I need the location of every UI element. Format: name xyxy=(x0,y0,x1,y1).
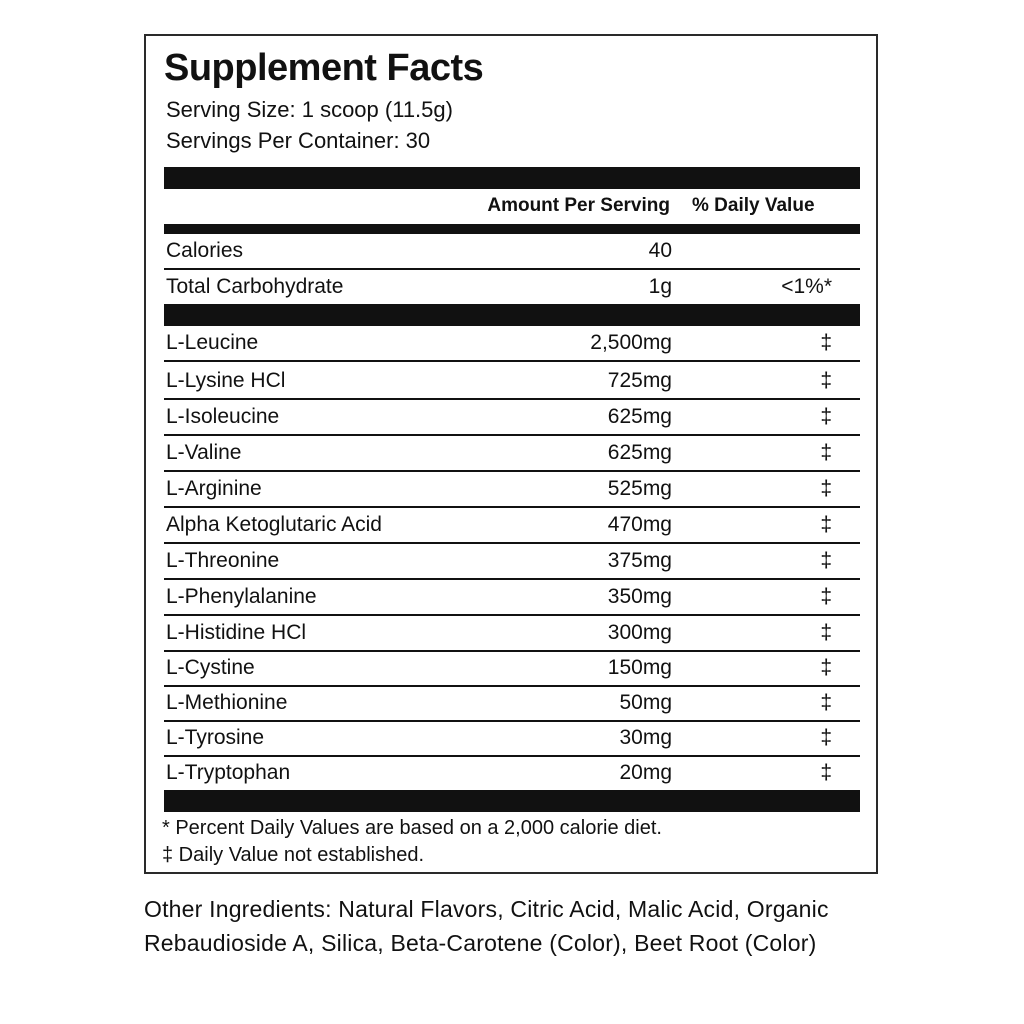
ingredient-row xyxy=(164,402,860,436)
thick-divider-bottom xyxy=(164,790,860,812)
serving-size: Serving Size: 1 scoop (11.5g) xyxy=(166,97,453,122)
nutrient-daily-value: <1%* xyxy=(781,275,832,298)
ingredient-name: L-Leucine xyxy=(166,331,259,354)
ingredient-daily-value: ‡ xyxy=(820,549,832,572)
ingredient-row xyxy=(164,618,860,652)
ingredient-daily-value: ‡ xyxy=(820,331,832,354)
ingredient-daily-value: ‡ xyxy=(820,441,832,464)
ingredient-name: Alpha Ketoglutaric Acid xyxy=(166,513,382,536)
ingredient-daily-value: ‡ xyxy=(820,513,832,536)
header-daily-value: % Daily Value xyxy=(692,195,815,216)
carbohydrate-row xyxy=(164,272,860,306)
ingredient-name: L-Valine xyxy=(166,441,242,464)
ingredient-amount: 525mg xyxy=(607,477,672,500)
ingredient-amount: 625mg xyxy=(607,405,672,428)
footnote-percent-daily-values: * Percent Daily Values are based on a 2,000 calorie diet. xyxy=(162,817,662,839)
ingredient-amount: 2,500mg xyxy=(590,331,672,354)
nutrient-name: Total Carbohydrate xyxy=(166,275,344,298)
ingredient-daily-value: ‡ xyxy=(820,477,832,500)
ingredient-name: L-Tyrosine xyxy=(166,726,265,749)
ingredient-amount: 30mg xyxy=(619,726,672,749)
ingredient-row xyxy=(164,328,860,362)
thick-divider-top xyxy=(164,167,860,189)
ingredient-daily-value: ‡ xyxy=(820,691,832,714)
nutrient-name: Calories xyxy=(166,239,244,262)
ingredient-daily-value: ‡ xyxy=(820,761,832,784)
ingredient-row xyxy=(164,688,860,722)
header-amount-per-serving: Amount Per Serving xyxy=(487,195,670,216)
panel-title: Supplement Facts xyxy=(164,47,484,89)
thick-divider-middle xyxy=(164,304,860,326)
ingredient-name: L-Histidine HCl xyxy=(166,621,307,644)
nutrient-amount: 40 xyxy=(648,239,672,262)
ingredient-name: L-Lysine HCl xyxy=(166,369,286,392)
ingredient-amount: 50mg xyxy=(619,691,672,714)
ingredient-amount: 625mg xyxy=(607,441,672,464)
servings-per-container: Servings Per Container: 30 xyxy=(166,128,431,153)
ingredient-amount: 20mg xyxy=(619,761,672,784)
medium-divider xyxy=(164,224,860,234)
ingredient-name: L-Cystine xyxy=(166,656,255,679)
other-ingredients-text: Other Ingredients: Natural Flavors, Citric Acid, Malic Acid, Organic Rebaudioside A, Silica, Beta-Carotene (Color), Beet Root (Color) xyxy=(144,896,829,956)
ingredient-row xyxy=(164,438,860,472)
ingredient-daily-value: ‡ xyxy=(820,621,832,644)
calories-row xyxy=(164,236,860,270)
ingredient-amount: 375mg xyxy=(607,549,672,572)
ingredient-daily-value: ‡ xyxy=(820,369,832,392)
ingredient-name: L-Arginine xyxy=(166,477,262,500)
ingredient-row xyxy=(164,653,860,687)
ingredient-daily-value: ‡ xyxy=(820,405,832,428)
ingredient-amount: 300mg xyxy=(607,621,672,644)
footnote-daily-value-not-established: ‡ Daily Value not established. xyxy=(162,844,425,866)
ingredient-daily-value: ‡ xyxy=(820,585,832,608)
ingredient-row xyxy=(164,366,860,400)
ingredient-amount: 725mg xyxy=(607,369,672,392)
ingredient-row xyxy=(164,723,860,757)
ingredient-row xyxy=(164,758,860,792)
ingredient-amount: 150mg xyxy=(607,656,672,679)
ingredient-amount: 470mg xyxy=(607,513,672,536)
ingredient-daily-value: ‡ xyxy=(820,656,832,679)
ingredient-name: L-Isoleucine xyxy=(166,405,280,428)
ingredient-name: L-Methionine xyxy=(166,691,288,714)
ingredient-name: L-Phenylalanine xyxy=(166,585,317,608)
nutrient-amount: 1g xyxy=(648,275,672,298)
ingredient-row xyxy=(164,474,860,508)
ingredient-name: L-Threonine xyxy=(166,549,280,572)
ingredient-row xyxy=(164,510,860,544)
ingredient-daily-value: ‡ xyxy=(820,726,832,749)
ingredient-row xyxy=(164,582,860,616)
supplement-facts-panel xyxy=(144,34,878,874)
ingredient-amount: 350mg xyxy=(607,585,672,608)
ingredient-name: L-Tryptophan xyxy=(166,761,291,784)
ingredient-row xyxy=(164,546,860,580)
